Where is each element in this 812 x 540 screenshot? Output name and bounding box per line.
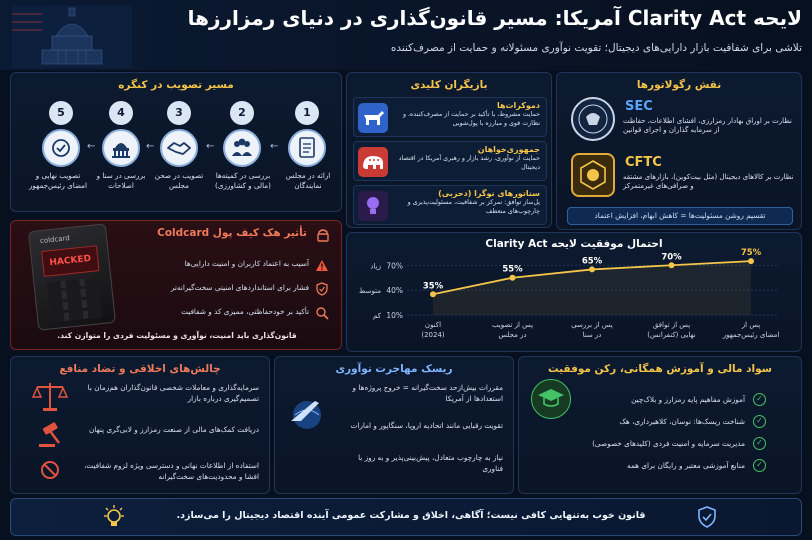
lightbulb-icon <box>101 504 127 532</box>
player-name-republicans: جمهوری‌خواهان <box>477 145 540 154</box>
data-label: 35% <box>422 281 444 292</box>
x-tick-label: پس از توافق <box>652 321 691 329</box>
data-point <box>430 291 436 297</box>
device-keypad <box>46 277 102 322</box>
x-tick-label: اکنون <box>424 321 442 329</box>
document-icon <box>288 129 326 167</box>
arrow-left-icon: ← <box>146 141 155 152</box>
x-tick-label: نهایی (کنفرانس) <box>647 331 696 339</box>
x-tick-label: پس از تصویب <box>491 321 534 329</box>
ethics-item-2: دریافت کمک‌های مالی از صنعت رمزارز و لابی‌گری پنهان <box>88 425 259 434</box>
ban-icon <box>39 459 61 481</box>
people-icon <box>223 129 261 167</box>
hack-conclusion: قانون‌گذاری باید امنیت، نوآوری و مسئولیت فردی را متوازن کند. <box>57 331 297 340</box>
data-label: 65% <box>581 256 603 267</box>
ethics-title: چالش‌های اخلاقی و تضاد منافع <box>59 363 221 375</box>
y-level-label: متوسط <box>359 287 381 296</box>
sec-name: SEC <box>625 99 653 114</box>
chart-title: احتمال موفقیت لایحه Clarity Act <box>485 238 663 250</box>
data-point <box>748 258 754 264</box>
header <box>0 0 812 70</box>
device-screen <box>41 245 99 277</box>
magnifier-icon <box>315 305 329 319</box>
check-icon: ✓ <box>753 459 766 472</box>
lock-icon <box>315 227 331 241</box>
player-desc-bipartisan: پل‌ساز توافق: تمرکز بر شفافیت، مسئولیت‌پذیری و چارچوب‌های منعطف <box>407 199 540 215</box>
shield-check-icon <box>695 505 719 529</box>
key-players-title: بازیگران کلیدی <box>410 79 488 91</box>
migration-item-2: تقویت رقبایی مانند اتحادیه اروپا، سنگاپور و امارات <box>350 421 503 430</box>
step-label-2: بررسی در کمیته‌ها (مالی و کشاورزی) <box>215 171 271 190</box>
check-icon: ✓ <box>753 415 766 428</box>
page-subtitle: تلاشی برای شفافیت بازار دارایی‌های دیجیتال؛ تقویت نوآوری مسئولانه و حمایت از مصرف‌کننده <box>390 42 802 54</box>
plane-globe-icon <box>285 391 329 435</box>
player-desc-democrats: حمایت مشروط، با تأکید بر حمایت از مصرف‌کننده، و نظارت قوی و مبارزه با پول‌شویی <box>402 111 540 127</box>
x-tick-label: (2024) <box>421 331 445 339</box>
data-label: 70% <box>661 252 682 263</box>
regulators-title: نقش رگولاتورها <box>636 79 722 91</box>
footer-text: قانون خوب به‌تنهایی کافی نیست؛ آگاهی، اخلاق و مشارکت عمومی آینده اقتصاد دیجیتال را می‌سازد. <box>176 510 646 521</box>
literacy-title: سواد مالی و آموزش همگانی، رکن موفقیت <box>547 363 773 375</box>
y-level-label: کم <box>373 312 381 320</box>
key-players-panel <box>346 72 552 228</box>
hack-impact-3: تأکید بر خودحفاظتی، ممیزی کد و شفافیت <box>181 307 309 316</box>
elephant-icon <box>358 147 388 177</box>
bulb-icon <box>358 191 388 221</box>
success-probability-chart <box>347 233 803 353</box>
ethics-panel <box>10 356 270 494</box>
player-card-republicans <box>353 141 547 181</box>
arrow-left-icon: ← <box>270 141 279 152</box>
device-screen-text: HACKED <box>49 253 92 269</box>
x-tick-label: پس از <box>741 321 761 329</box>
step-label-5: تصویب نهایی و امضای رئیس‌جمهور <box>28 171 88 190</box>
hack-impact-1: آسیب به اعتماد کاربران و امنیت دارایی‌ها <box>184 259 309 268</box>
ethics-item-1: سرمایه‌گذاری و معاملات شخصی قانون‌گذاران هم‌زمان با تصمیم‌گیری درباره بازار <box>87 383 259 403</box>
check-icon: ✓ <box>753 437 766 450</box>
cftc-name: CFTC <box>625 155 662 170</box>
literacy-item-2: شناخت ریسک‌ها: نوسان، کلاهبرداری، هک <box>619 417 745 426</box>
x-tick-label: پس از بررسی <box>571 321 613 329</box>
cftc-description: نظارت بر کالاهای دیجیتال (مثل بیت‌کوین)، بازارهای مشتقه و صرافی‌های غیرمتمرکز <box>623 173 794 191</box>
hack-impact-2: فشار برای استانداردهای امنیتی سخت‌گیرانه‌تر <box>170 283 309 292</box>
capitol-dome-illustration <box>12 6 132 68</box>
handshake-icon <box>160 129 198 167</box>
regulators-note: تقسیم روشن مسئولیت‌ها = کاهش ابهام، افزایش اعتماد <box>567 207 793 225</box>
data-point <box>589 266 595 272</box>
ethics-item-3: استفاده از اطلاعات نهانی و دسترسی ویژه لزوم شفافیت، افشا و محدودیت‌های سخت‌گیرانه <box>83 461 259 481</box>
data-point <box>669 262 675 268</box>
literacy-item-1: آموزش مفاهیم پایه رمزارز و بلاک‌چین <box>631 395 745 404</box>
step-label-1: ارائه در مجلس نمایندگان <box>285 171 331 190</box>
hardware-wallet-illustration <box>28 223 116 331</box>
gavel-icon <box>37 421 67 449</box>
data-label: 55% <box>502 264 523 275</box>
device-brand: coldcard <box>39 234 71 246</box>
page-title: لایحه Clarity Act آمریکا: مسیر قانون‌گذاری در دنیای رمزارزها <box>187 6 802 30</box>
hack-title: تأثیر هک کیف پول Coldcard <box>157 227 307 239</box>
arrow-left-icon: ← <box>87 141 96 152</box>
player-card-bipartisan <box>353 185 547 225</box>
data-label: 75% <box>740 248 762 259</box>
y-tick-label: 40% <box>386 286 403 296</box>
data-point <box>510 275 516 281</box>
y-level-label: زیاد <box>370 262 381 271</box>
x-tick-label: در مجلس <box>498 331 527 339</box>
step-number-3: 3 <box>167 101 191 125</box>
literacy-item-4: منابع آموزشی معتبر و رایگان برای همه <box>627 461 745 470</box>
sec-seal-icon <box>571 97 615 141</box>
financial-literacy-panel <box>518 356 802 494</box>
scales-icon <box>31 379 69 413</box>
x-tick-label: در سنا <box>582 331 602 339</box>
player-name-democrats: دموکرات‌ها <box>496 101 540 110</box>
migration-title: ریسک مهاجرت نوآوری <box>335 363 453 375</box>
migration-item-1: مقررات بیش‌ازحد سخت‌گیرانه = خروج پروژه‌ها و استعدادها از آمریکا <box>352 383 503 403</box>
check-icon <box>42 129 80 167</box>
step-label-3: تصویب در صحن مجلس <box>154 171 204 190</box>
step-label-4: بررسی در سنا و اصلاحات <box>96 171 146 190</box>
player-name-bipartisan: سناتورهای نوگرا (دحزبی) <box>438 189 540 198</box>
y-tick-label: 10% <box>386 311 403 320</box>
donkey-icon <box>358 103 388 133</box>
step-number-1: 1 <box>295 101 319 125</box>
footer-banner <box>10 498 802 536</box>
innovation-migration-panel <box>274 356 514 494</box>
warning-icon <box>315 257 329 270</box>
player-card-democrats <box>353 97 547 137</box>
literacy-item-3: مدیریت سرمایه و امنیت فردی (کلیدهای خصوصی) <box>592 439 745 448</box>
step-number-4: 4 <box>109 101 133 125</box>
check-icon: ✓ <box>753 393 766 406</box>
player-desc-republicans: حمایت از نوآوری، رشد بازار و رهبری آمریکا در اقتصاد دیجیتال <box>398 155 540 171</box>
capitol-icon <box>102 129 140 167</box>
migration-item-3: نیاز به چارچوب متعادل، پیش‌بینی‌پذیر و به روز با فناوری <box>358 453 503 473</box>
cftc-seal-icon <box>571 153 615 197</box>
success-chart-panel <box>346 232 802 352</box>
step-number-5: 5 <box>49 101 73 125</box>
shield-icon <box>315 281 329 295</box>
y-tick-label: 70% <box>386 261 403 271</box>
step-number-2: 2 <box>230 101 254 125</box>
sec-description: نظارت بر اوراق بهادار رمزارزی، افشای اطلاعات، حفاظت از سرمایه گذاران و اجرای قوانین <box>623 117 792 135</box>
x-tick-label: امضای رئیس‌جمهور <box>722 331 780 339</box>
congress-path-title: مسیر تصویب در کنگره <box>118 79 234 91</box>
congress-path-panel <box>10 72 342 212</box>
regulators-panel <box>556 72 802 230</box>
coldcard-hack-panel <box>10 220 342 350</box>
arrow-left-icon: ← <box>206 141 215 152</box>
